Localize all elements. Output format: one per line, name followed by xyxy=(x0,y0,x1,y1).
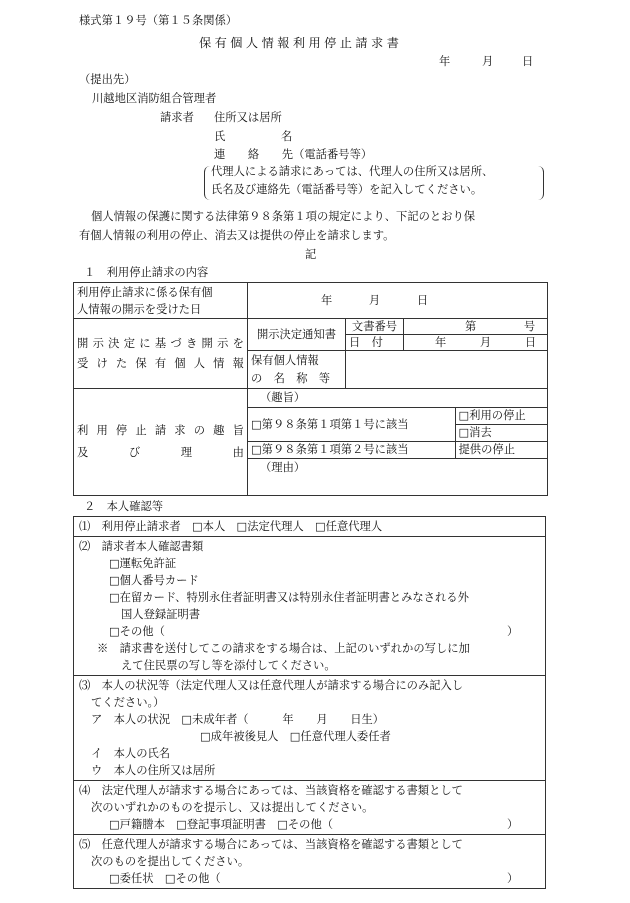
doc-no-dai: 第 xyxy=(465,319,477,333)
date-day-label: 日 xyxy=(522,55,534,68)
id-other-option[interactable] xyxy=(79,623,542,640)
drivers-license-option[interactable]: □運転免許証 xyxy=(109,557,177,570)
disclosed-info-label-2 xyxy=(77,354,244,374)
table-row xyxy=(248,408,547,425)
my-number-card-option[interactable]: □個人番号カード xyxy=(109,574,199,587)
page-title-char: 求 xyxy=(371,36,384,50)
page-title-char: 有 xyxy=(214,36,227,50)
disclosure-date-label xyxy=(74,283,248,319)
label-char: の xyxy=(193,424,206,437)
label-char: 用 xyxy=(96,424,108,437)
principal-situation-cont[interactable]: □成年被後見人 □任意代理人委任者 xyxy=(200,730,391,743)
notice-year: 年 xyxy=(435,335,447,349)
label-char: 停 xyxy=(115,424,128,437)
principal-name-label[interactable]: イ 本人の氏名 xyxy=(91,747,171,760)
address-label: 住所又は居所 xyxy=(214,111,282,124)
label-char: 人 xyxy=(193,356,206,370)
date-month-label: 月 xyxy=(482,55,494,68)
info-name-label xyxy=(248,351,346,389)
principal-situation[interactable]: ア 本人の状況 □未成年者（ 年 月 日生） xyxy=(91,713,385,726)
legal-agent-docs-line1: ⑷ 法定代理人が請求する場合にあっては、当該資格を確認する書類として xyxy=(79,784,463,797)
label-char: 請 xyxy=(154,424,167,437)
info-name-label-2: の 名 称 等 xyxy=(251,371,331,385)
doc-no-field[interactable] xyxy=(404,319,548,335)
label-char: 趣 xyxy=(213,424,225,437)
label-char: け xyxy=(96,356,108,370)
principal-address-label[interactable]: ウ 本人の住所又は居所 xyxy=(91,764,216,777)
legal-agent-docs-close: ） xyxy=(507,818,519,831)
label-char: 及 xyxy=(77,446,89,459)
agent-note-line2: 氏名及び連絡先（電話番号等）を記入してください。 xyxy=(211,183,483,196)
page-title-char: 書 xyxy=(386,36,399,50)
purpose-label: （趣旨） xyxy=(260,391,306,404)
voluntary-agent-docs-line1: ⑸ 任意代理人が請求する場合にあっては、当該資格を確認する書類として xyxy=(79,838,463,851)
contact-label: 連 絡 先（電話番号等） xyxy=(214,148,373,161)
mail-note-line1: ※ 請求書を送付してこの請求をする場合は、上記のいずれかの写しに加 xyxy=(97,642,470,655)
label-char: づ xyxy=(170,336,182,350)
doc-no-label: 文書番号 xyxy=(346,319,404,335)
label-char: た xyxy=(115,356,128,370)
id-other-close: ） xyxy=(507,625,519,638)
label-char: 理 xyxy=(180,446,193,459)
principal-status-title: ⑶ 本人の状況等（法定代理人又は任意代理人が請求する場合にのみ記入し xyxy=(79,679,464,692)
label-char: 基 xyxy=(154,336,167,350)
ki-label: 記 xyxy=(305,248,317,261)
doc-no-go: 号 xyxy=(523,319,536,333)
label-char: 示 xyxy=(217,336,229,350)
label-char: 開 xyxy=(201,336,213,350)
label-char: 開 xyxy=(77,336,89,350)
name-label-second: 名 xyxy=(281,130,293,143)
label-char: き xyxy=(185,336,198,350)
disclosure-day: 日 xyxy=(416,293,429,307)
page-title-char: 保 xyxy=(199,36,212,50)
option-clause2[interactable]: □第９８条第１項第２号に該当 xyxy=(248,442,455,459)
page-title-char: 個 xyxy=(230,36,243,50)
notice-month: 月 xyxy=(479,335,492,349)
id-documents-title: ⑵ 請求者本人確認書類 xyxy=(79,540,204,553)
form-number: 様式第１９号（第１５条関係） xyxy=(79,14,238,27)
purpose-reason-label-1 xyxy=(77,420,244,442)
option-clause1[interactable]: □第９８条第１項第１号に該当 xyxy=(248,408,455,442)
notice-day: 日 xyxy=(524,335,537,349)
voluntary-agent-docs-options[interactable] xyxy=(79,870,542,887)
disclosure-date-label-2: 人情報の開示を受けた日 xyxy=(77,302,202,316)
principal-status-row xyxy=(73,676,546,781)
label-char: 情 xyxy=(213,356,225,370)
intro-line2: 有個人情報の利用の停止、消去又は提供の停止を請求します。 xyxy=(79,229,395,242)
label-char: 受 xyxy=(77,356,89,370)
disclosure-date-field[interactable] xyxy=(248,283,548,319)
voluntary-agent-docs-close: ） xyxy=(507,872,519,885)
stop-use-option[interactable]: □利用の停止 xyxy=(455,408,547,425)
table-row xyxy=(248,442,547,459)
voluntary-agent-docs-line2: 次のものを提出してください。 xyxy=(91,855,250,868)
reason-label[interactable]: （理由） xyxy=(260,461,306,474)
label-char: 止 xyxy=(135,424,147,437)
request-content-table xyxy=(73,282,548,496)
label-char: 利 xyxy=(77,424,89,437)
purpose-options-table xyxy=(248,407,547,459)
label-char: 有 xyxy=(154,356,167,370)
page-title-char: 人 xyxy=(245,36,259,50)
page-title-char: 用 xyxy=(308,36,321,50)
label-char: 報 xyxy=(232,356,244,370)
agent-note-line1: 代理人による請求にあっては、代理人の住所又は居所、 xyxy=(211,165,494,178)
label-char: び xyxy=(128,446,141,459)
residence-card-option-cont: 国人登録証明書 xyxy=(121,608,201,621)
erase-option[interactable]: □消去 xyxy=(455,425,547,442)
page-title-char: 止 xyxy=(339,36,352,50)
legal-agent-docs-row xyxy=(73,781,546,835)
purpose-reason-label-2 xyxy=(77,442,244,464)
label-char: 旨 xyxy=(232,424,244,437)
label-char: に xyxy=(139,336,151,350)
section1-heading: １ 利用停止請求の内容 xyxy=(84,266,209,279)
table-row xyxy=(74,283,548,319)
notice-label: 開示決定通知書 xyxy=(248,319,346,351)
page-title xyxy=(199,36,399,51)
principal-status-title-cont: てください。） xyxy=(91,696,165,709)
disclosure-month: 月 xyxy=(368,293,381,307)
disclosed-info-label xyxy=(74,319,248,389)
voluntary-agent-docs-row xyxy=(73,835,546,889)
requester-type[interactable]: ⑴ 利用停止請求者 □本人 □法定代理人 □任意代理人 xyxy=(79,520,383,533)
name-label-first: 氏 xyxy=(214,130,226,143)
page-title-char: 情 xyxy=(261,36,274,50)
info-name-label-1: 保有個人情報 xyxy=(251,353,319,367)
id-documents-row xyxy=(73,537,546,676)
identity-section xyxy=(73,516,546,889)
page-title-char: 請 xyxy=(355,36,368,50)
label-char: 求 xyxy=(174,424,186,437)
label-char: 示 xyxy=(92,336,104,350)
info-name-field[interactable] xyxy=(346,351,548,389)
table-row xyxy=(74,319,548,335)
label-char: 決 xyxy=(108,336,120,350)
label-char: 定 xyxy=(123,336,135,350)
id-other-label: □その他（ xyxy=(109,625,165,638)
notice-date-field[interactable] xyxy=(404,335,548,351)
addressee-name: 川越地区消防組合管理者 xyxy=(92,92,217,105)
legal-agent-docs-options[interactable] xyxy=(79,816,542,833)
page-title-char: 停 xyxy=(324,36,337,50)
disclosure-year: 年 xyxy=(321,293,333,307)
label-char: 個 xyxy=(174,356,186,370)
date-year-label: 年 xyxy=(439,55,451,68)
purpose-reason-label xyxy=(74,389,248,496)
page-title-char: 報 xyxy=(277,36,290,50)
legal-agent-docs-line2: 次のいずれかのものを提示し、又は提出してください。 xyxy=(91,801,374,814)
section2-heading: ２ 本人確認等 xyxy=(84,500,164,513)
label-char: 保 xyxy=(135,356,147,370)
stop-provide-option[interactable]: 提供の停止 xyxy=(455,442,547,459)
label-char: 由 xyxy=(232,446,244,459)
residence-card-option[interactable]: □在留カード、特別永住者証明書又は特別永住者証明書とみなされる外 xyxy=(109,591,469,604)
page-title-char: 利 xyxy=(292,36,306,50)
addressee-label: （提出先） xyxy=(79,73,136,86)
mail-note-line2: えて住民票の写し等を添付してください。 xyxy=(121,659,336,672)
legal-agent-docs-label: □戸籍謄本 □登記事項証明書 □その他（ xyxy=(109,818,334,831)
requester-label: 請求者 xyxy=(160,111,194,124)
requester-type-row[interactable] xyxy=(73,516,546,537)
table-row xyxy=(74,389,548,496)
purpose-reason-cell xyxy=(248,389,548,496)
disclosure-date-label-1: 利用停止請求に係る保有個 xyxy=(77,285,213,299)
voluntary-agent-docs-label: □委任状 □その他（ xyxy=(109,872,221,885)
notice-date-label: 日 付 xyxy=(346,335,404,351)
intro-line1: 個人情報の保護に関する法律第９８条第１項の規定により、下記のとおり保 xyxy=(91,210,476,223)
label-char: を xyxy=(232,336,244,350)
disclosed-info-label-1 xyxy=(77,334,244,354)
